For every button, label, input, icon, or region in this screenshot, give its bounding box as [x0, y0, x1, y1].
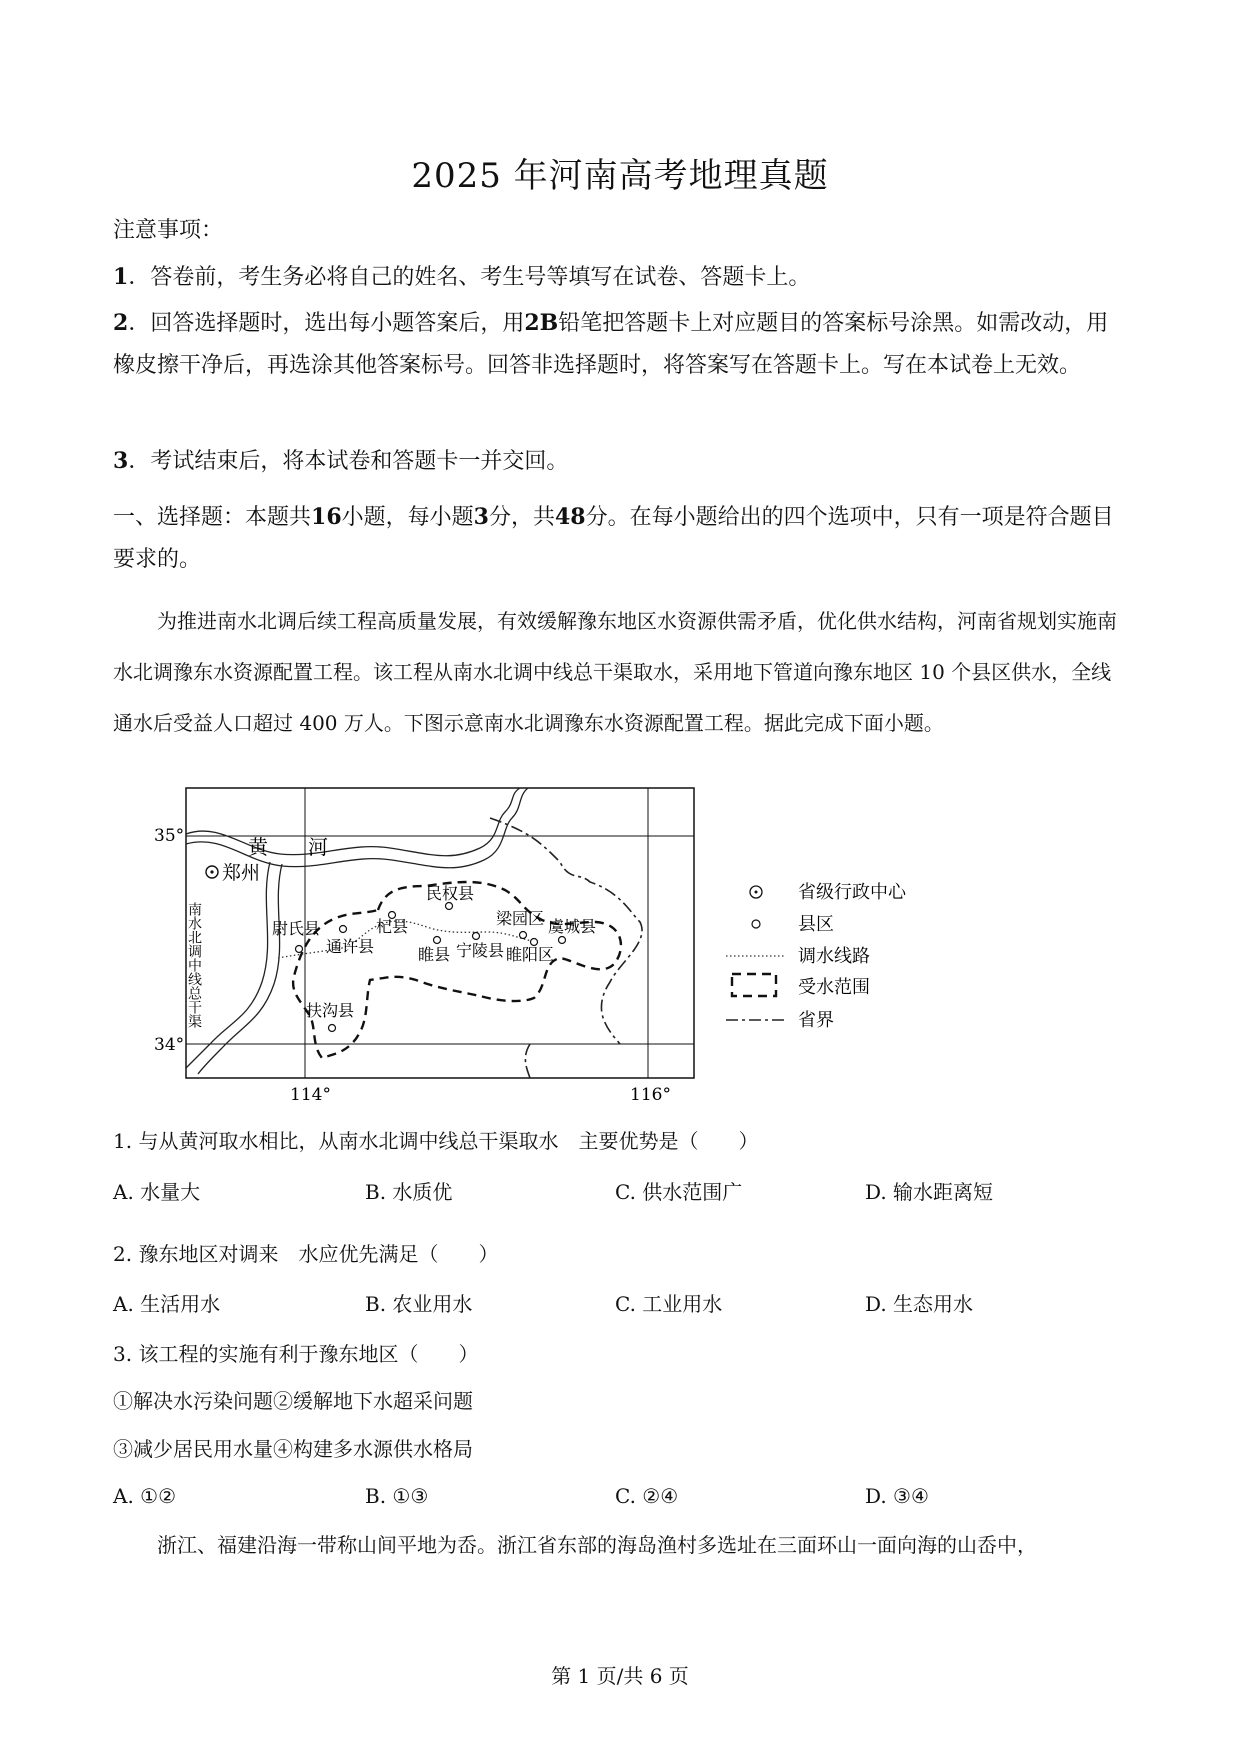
notice-heading: 注意事项： — [113, 218, 224, 243]
notice-item-3-text: ．考试结束后，将本试卷和答题卡一并交回。 — [128, 449, 569, 474]
option-a: A. 水量大 — [113, 1180, 201, 1204]
yellow-river-bank-1 — [186, 788, 520, 856]
option-c: C. ②④ — [615, 1484, 679, 1508]
zhengzhou-capital-dot — [210, 870, 213, 873]
option-b: B. ①③ — [365, 1484, 429, 1508]
passage-2: 浙江、福建沿海一带称山间平地为岙。浙江省东部的海岛渔村多选址在三面环山一面向海的山岙中， — [157, 1533, 1037, 1557]
question-2-options — [113, 1288, 1125, 1318]
legend-label: 省级行政中心 — [798, 882, 906, 903]
legend-county-icon — [752, 920, 760, 928]
map-legend — [720, 876, 940, 1046]
passage-1: 为推进南水北调后续工程高质量发展，有效缓解豫东地区水资源供需矛盾，优化供水结构，河南省规划实施南水北调豫东水资源配置工程。该工程从南水北调中线总干渠取水，采用地下管道向豫东地区 10 个县区供水，全线通水后受益人口超过 400 万人。下图示意南水北调豫东水资源配置工程。据此完成下面小题。 — [113, 609, 1117, 735]
page-footer: 第 1 页/共 6 页 — [551, 1664, 689, 1688]
option-b: B. 农业用水 — [365, 1292, 473, 1316]
lat-35-label: 35° — [154, 826, 185, 846]
water-project-map — [150, 782, 710, 1112]
yucheng-county-marker — [559, 937, 566, 944]
legend-label: 县区 — [798, 914, 834, 935]
liangyuan-district-marker — [520, 932, 527, 939]
option-d: D. 输水距离短 — [865, 1180, 994, 1204]
question-3-stem: 3. 该工程的实施有利于豫东地区（ ） — [113, 1342, 479, 1366]
question-3-options — [113, 1484, 1125, 1514]
option-c: C. 供水范围广 — [615, 1180, 743, 1204]
option-a: A. 生活用水 — [113, 1292, 221, 1316]
county-label: 虞城县 — [548, 917, 597, 936]
canal-label: 南水北调中线总干渠 — [186, 902, 202, 1028]
county-label: 梁园区 — [496, 909, 545, 928]
legend-label: 受水范围 — [798, 977, 870, 998]
option-c: C. 工业用水 — [615, 1292, 723, 1316]
question-1-stem: 1. 与从黄河取水相比，从南水北调中线总干渠取水 主要优势是（ ） — [113, 1129, 759, 1153]
notice-item-1-text: ．答卷前，考生务必将自己的姓名、考生号等填写在试卷、答题卡上。 — [128, 265, 811, 290]
county-label: 杞县 — [376, 917, 409, 936]
notice-item-2-number: 2 — [113, 310, 129, 336]
question-3-statements-2: ③减少居民用水量④构建多水源供水格局 — [113, 1437, 473, 1461]
notice-item-1-number: 1 — [113, 264, 129, 290]
weishi-county-marker — [296, 946, 303, 953]
notice-item-2-pencil: 2B — [524, 310, 559, 336]
notice-item-2-text-a: ．回答选择题时，选出每小题答案后，用 — [128, 311, 525, 336]
legend-label: 省界 — [798, 1010, 834, 1031]
page-title: 2025 年河南高考地理真题 — [411, 156, 829, 196]
option-b: B. 水质优 — [365, 1180, 453, 1204]
river-label: 黄 河 — [248, 835, 328, 859]
minquan-county-marker — [446, 903, 453, 910]
capital-label: 郑州 — [222, 862, 261, 884]
option-a: A. ①② — [113, 1484, 177, 1508]
county-label: 睢阳区 — [506, 945, 555, 964]
county-label: 睢县 — [418, 945, 451, 964]
notice-item-1 — [113, 256, 1125, 299]
notice-item-3-number: 3 — [113, 448, 129, 474]
section-1-instructions: 一、选择题：本题共16小题，每小题3分，共48分。在每小题给出的四个选项中，只有一项是符合题目要求的。 — [113, 504, 1114, 572]
lon-114-label: 114° — [290, 1085, 331, 1105]
option-d: D. 生态用水 — [865, 1292, 974, 1316]
tongxu-county-marker — [340, 926, 347, 933]
legend-label: 调水线路 — [798, 946, 870, 967]
county-label: 宁陵县 — [456, 941, 505, 960]
fugou-county-marker — [329, 1025, 336, 1032]
option-d: D. ③④ — [865, 1484, 929, 1508]
legend-area-icon — [732, 974, 776, 996]
question-2-stem: 2. 豫东地区对调来 水应优先满足（ ） — [113, 1242, 499, 1266]
notice-item-2-text-b: 铅笔把答题卡上对应题目的答案标号涂黑。如需改动，用橡皮擦干净后，再选涂其他答案标号。回答非选择题时，将答案写在答题卡上。写在本试卷上无效。 — [113, 311, 1109, 378]
water-receiving-area — [293, 882, 621, 1058]
question-3-statements-1: ①解决水污染问题②缓解地下水超采问题 — [113, 1389, 473, 1413]
question-1-options — [113, 1176, 1125, 1206]
sui-county-marker — [434, 937, 441, 944]
map-frame — [186, 788, 694, 1078]
notice-item-3 — [113, 440, 1125, 483]
province-boundary-south — [525, 1044, 530, 1078]
county-labels — [272, 884, 596, 1032]
notice-item-2 — [113, 302, 1125, 387]
lon-116-label: 116° — [630, 1085, 671, 1105]
county-label: 扶沟县 — [306, 1001, 355, 1020]
yellow-river-bank-2 — [186, 788, 528, 868]
county-label: 民权县 — [426, 884, 475, 903]
lat-34-label: 34° — [154, 1035, 185, 1055]
county-label: 通许县 — [326, 937, 375, 956]
canal-label-group — [186, 901, 202, 1028]
county-label: 尉氏县 — [272, 919, 321, 938]
ningling-county-marker — [473, 933, 480, 940]
